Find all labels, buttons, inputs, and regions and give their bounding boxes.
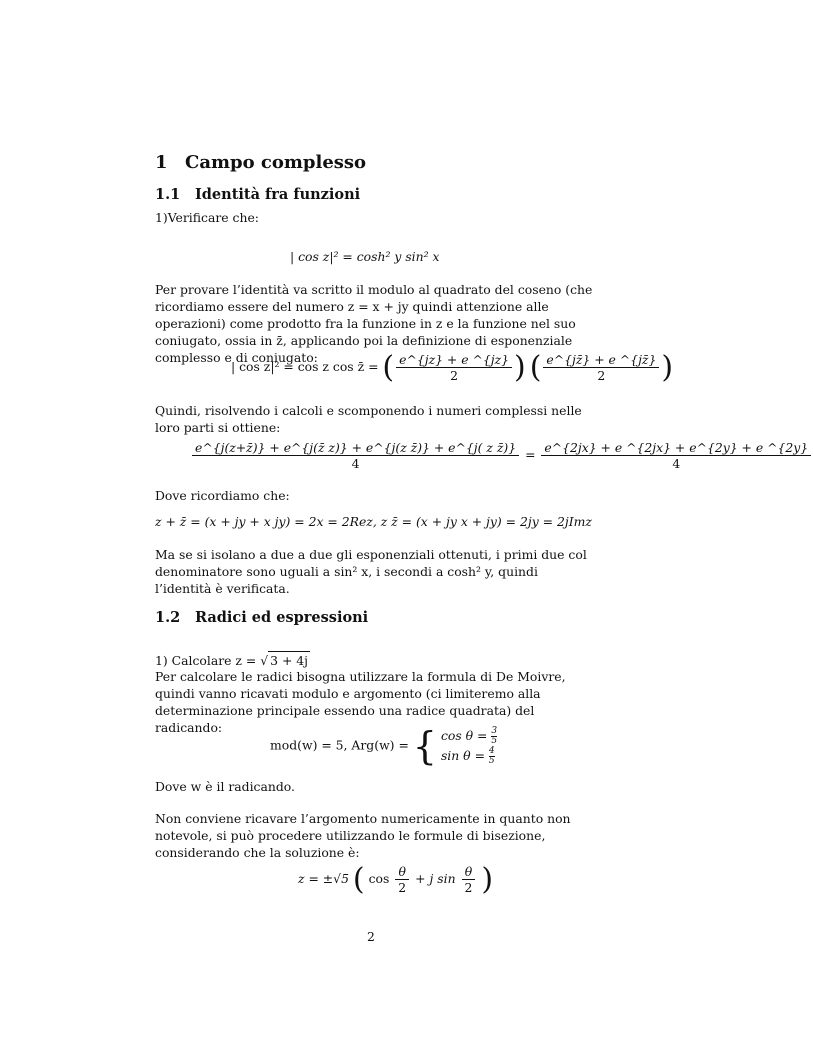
section-number: 1: [155, 152, 168, 173]
subsection-number: 1.1: [155, 186, 181, 203]
cos-fn: cos: [368, 871, 390, 886]
page-number: 2: [367, 929, 375, 944]
fraction-denominator: 2: [450, 368, 459, 383]
equals-sign: =: [525, 447, 536, 462]
paragraph: Dove w è il radicando.: [155, 779, 295, 794]
subsection-heading-2: [155, 609, 368, 626]
fraction-denominator: 2: [597, 368, 606, 383]
paragraph: 1)Verificare che:: [155, 210, 259, 225]
case-cos: cos θ =: [440, 728, 492, 743]
subsection-number: 1.2: [155, 609, 181, 626]
small-fraction-num: 3: [491, 726, 498, 736]
paragraph: Per provare l’identità va scritto il modulo al quadrato del coseno (che ricordiamo essere del numero z = x + jy quindi attenzione alle operazioni) come prodotto fra la funzione in z e la funzione nel suo coniugato, ossia in z̄, applicando poi la definizione di esponenziale complesso e di coniugato:: [155, 282, 593, 365]
fraction-numerator: θ: [462, 864, 476, 880]
fraction-denominator: 4: [351, 456, 360, 471]
fraction-numerator: e^{j(z+z̄)} + e^{j(z̄ z)} + e^{j(z z̄)} + e^{j( z z̄)}: [192, 440, 519, 456]
equation-lhs: mod(w) = 5, Arg(w) =: [270, 737, 409, 753]
small-fraction-den: 5: [491, 736, 498, 746]
paragraph: Non conviene ricavare l’argomento numericamente in quanto non notevole, si può procedere utilizzando le formule di bisezione, considerando che la soluzione è:: [155, 811, 571, 860]
plus-j-sin: + j sin: [415, 871, 456, 886]
fraction-numerator: θ: [395, 864, 409, 880]
section-title: Campo complesso: [185, 152, 367, 173]
text-run: 1) Calcolare z =: [155, 653, 261, 668]
equation-lhs: z = ±√5: [298, 871, 349, 886]
small-fraction-num: 4: [488, 746, 495, 756]
paragraph: 1) Calcolare z = √ 3 + 4j: [155, 653, 308, 668]
case-sin: sin θ =: [440, 748, 489, 763]
small-fraction-den: 5: [488, 756, 495, 766]
section-heading: [155, 152, 366, 173]
subsection-title: Radici ed espressioni: [195, 609, 369, 626]
equation-1: | cos z|² = cosh² y sin² x: [290, 249, 440, 264]
fraction-denominator: 4: [672, 456, 681, 471]
equation-6: z = ±√5 ( cos $\frac{\theta}{2}$ + j sin $\frac{\theta}{2}$ ): [298, 862, 494, 897]
equation-lhs: | cos z|² = cos z cos z̄ =: [231, 359, 379, 374]
radicand: 3 + 4j: [270, 653, 308, 668]
fraction-numerator: e^{jz̄} + e ^{jz̄}: [543, 352, 659, 368]
fraction-denominator: 2: [398, 880, 407, 895]
paragraph: Quindi, risolvendo i calcoli e scomponendo i numeri complessi nelle loro parti si ottiene:: [155, 403, 582, 435]
equation-4: z + z̄ = (x + jy + x jy) = 2x = 2Rez, z z̄ = (x + jy x + jy) = 2jy = 2jImz: [155, 514, 592, 529]
paragraph: Per calcolare le radici bisogna utilizzare la formula di De Moivre, quindi vanno ricavati modulo e argomento (ci limiteremo alla determinazione principale essendo una radice quadrata) del radicando:: [155, 669, 566, 735]
fraction-denominator: 2: [464, 880, 473, 895]
fraction-numerator: e^{jz} + e ^{jz}: [396, 352, 512, 368]
paragraph: Ma se si isolano a due a due gli esponenziali ottenuti, i primi due col denominatore sono uguali a sin² x, i secondi a cosh² y, quindi l’identità è verificata.: [155, 547, 587, 596]
subsection-heading-1: [155, 186, 360, 203]
equation-3: [190, 440, 813, 471]
equation-5: mod(w) = 5, Arg(w) = { cos θ = $\frac{3}{5}$ sin θ = $\frac{4}{5}$: [270, 724, 498, 768]
paragraph: Dove ricordiamo che:: [155, 488, 290, 503]
subsection-title: Identità fra funzioni: [195, 186, 361, 203]
equation-2: | cos z|² = cos z cos z̄ = ( $\frac{e\^{}\{jz\} + e \^{}\{jz\}}{2}$ ) ( $\frac{e\^{}\{jz̄\} + e \^{}\{jz̄\}}{2}$ ): [231, 350, 674, 385]
fraction-numerator: e^{2jx} + e ^{2jx} + e^{2y} + e ^{2y}: [541, 440, 811, 456]
